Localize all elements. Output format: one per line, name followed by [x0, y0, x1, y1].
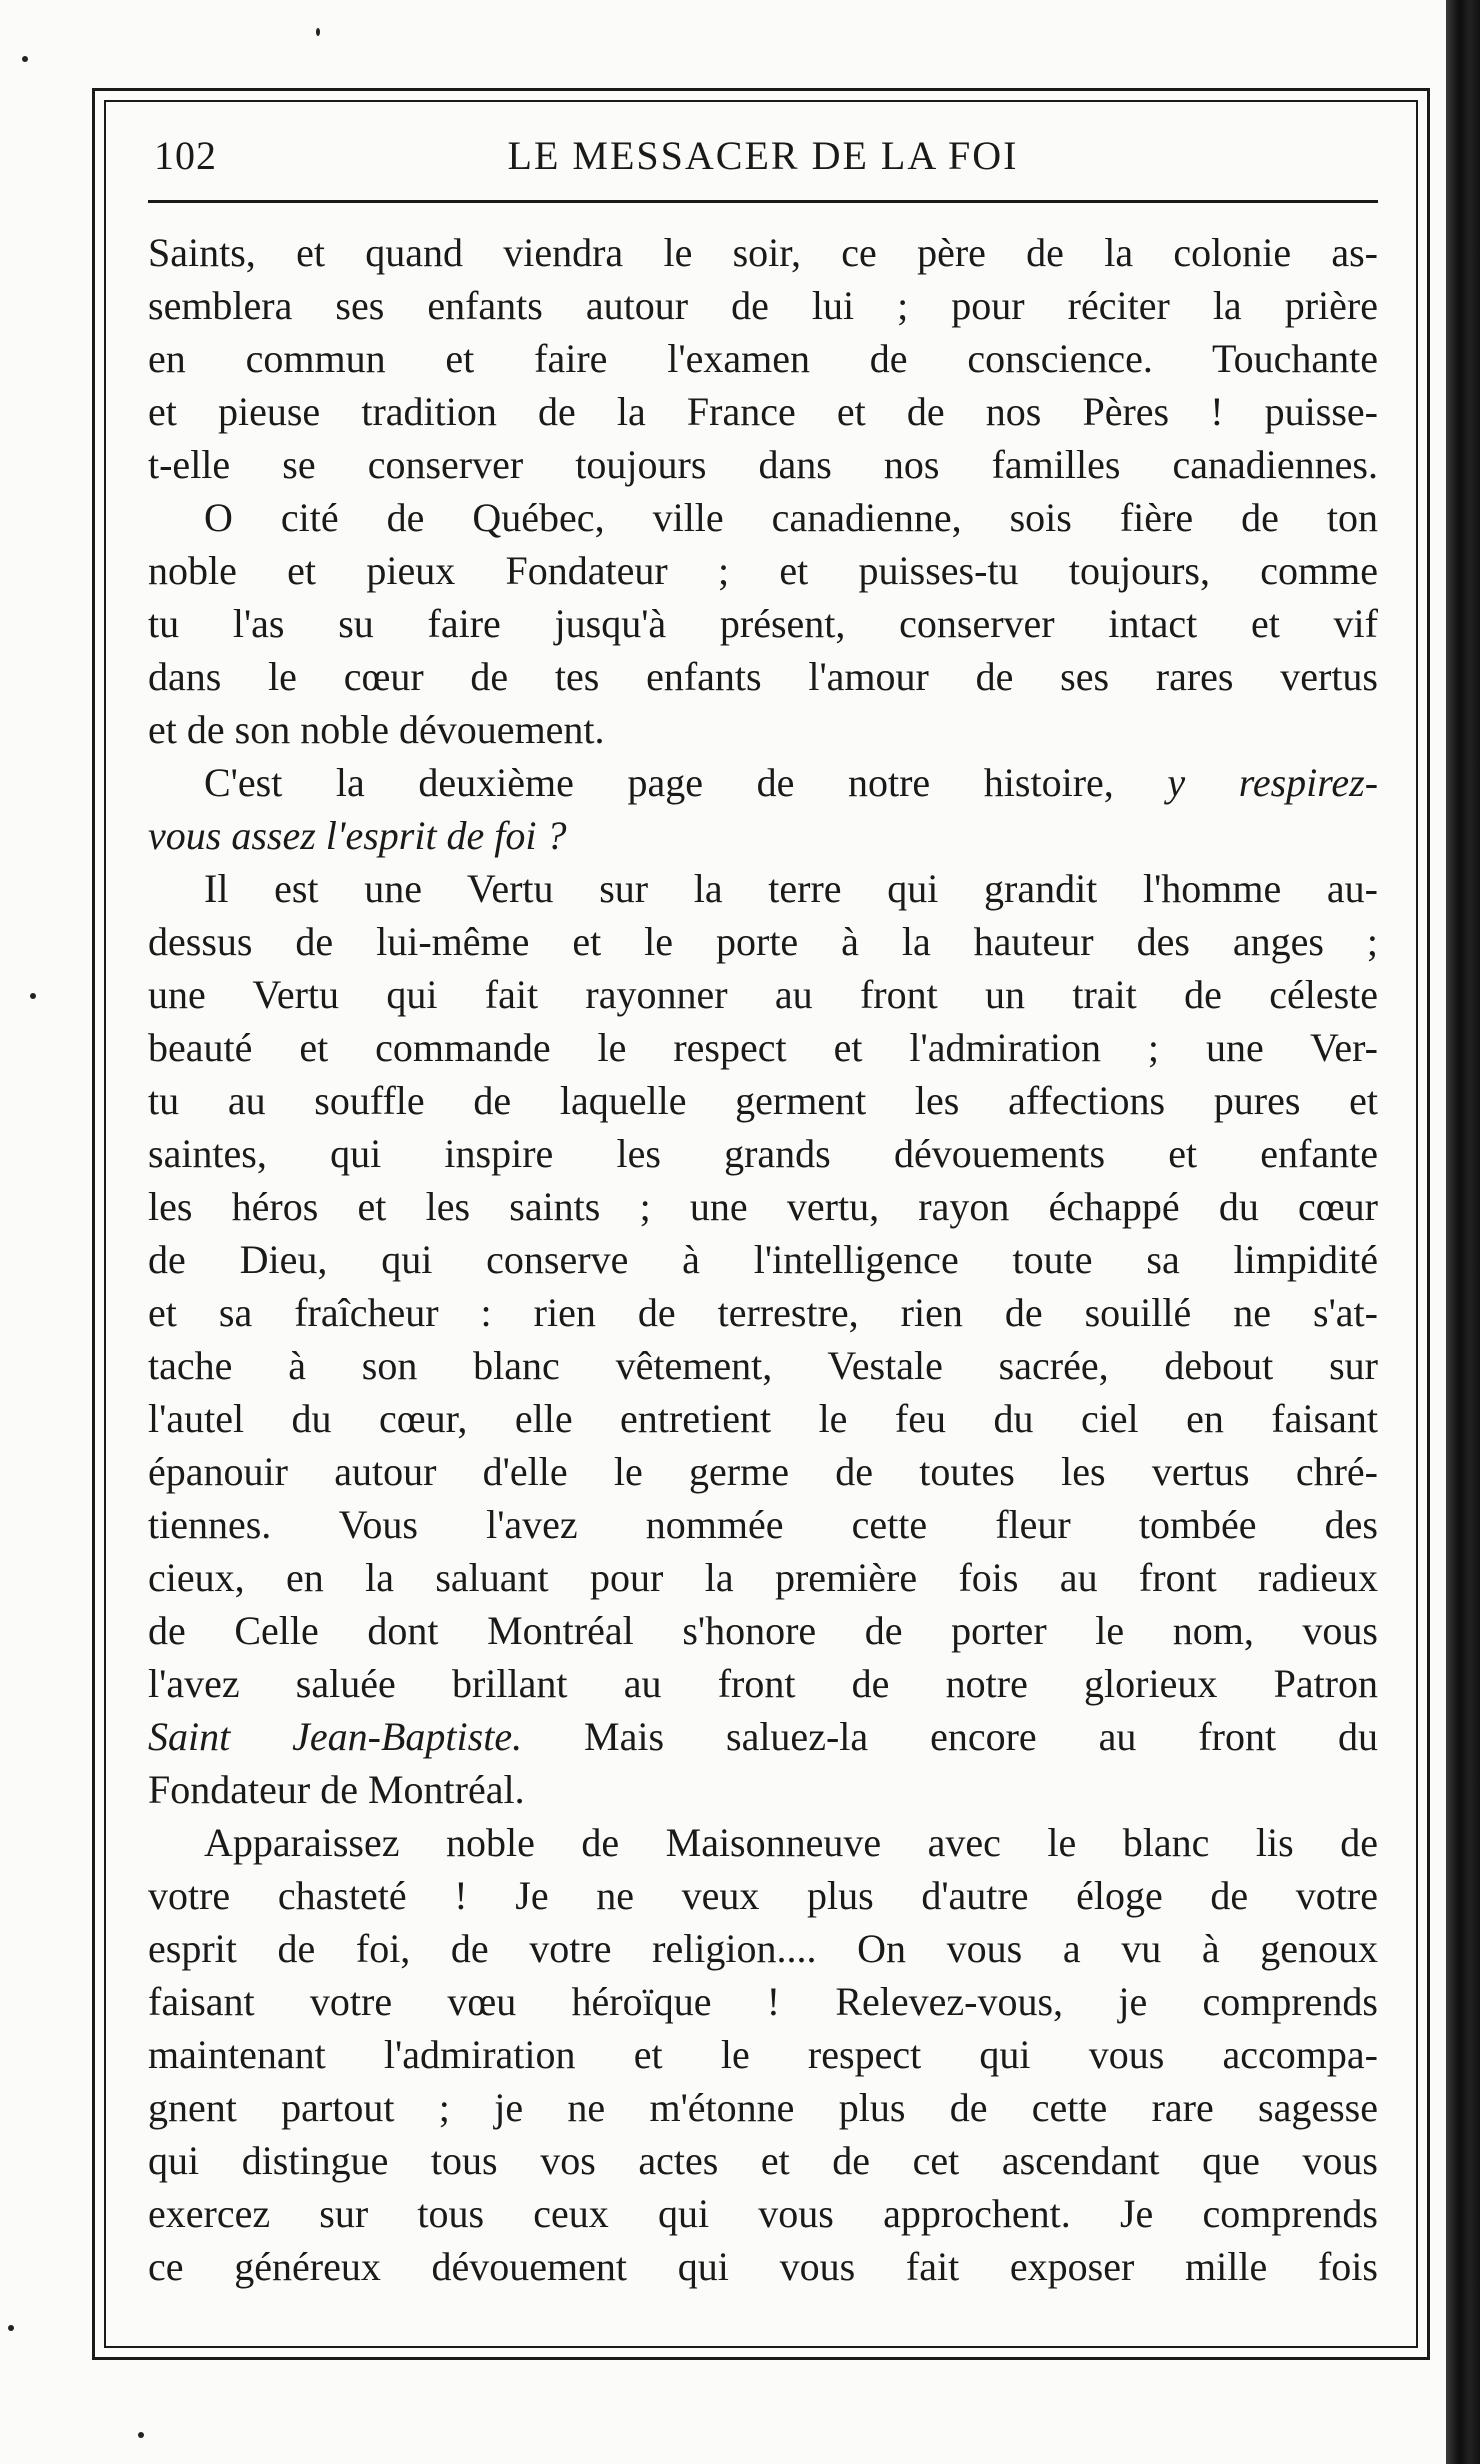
print-speck — [8, 2325, 14, 2331]
text-line: tache à son blanc vêtement, Vestale sacrée, debout sur — [148, 1343, 1378, 1388]
text-line: dessus de lui-même et le porte à la hauteur des anges ; — [148, 919, 1378, 964]
text-line: et pieuse tradition de la France et de nos Pères ! puisse- — [148, 389, 1378, 434]
text-line: ce généreux dévouement qui vous fait exposer mille fois — [148, 2244, 1378, 2289]
page-header — [148, 124, 1378, 198]
paragraph-start-line: Apparaissez noble de Maisonneuve avec le blanc lis de — [204, 1820, 1378, 1865]
text-line: tiennes. Vous l'avez nommée cette fleur tombée des — [148, 1502, 1378, 1547]
text-line: épanouir autour d'elle le germe de toutes les vertus chré- — [148, 1449, 1378, 1494]
body-text — [148, 226, 1378, 2293]
text-line: de Dieu, qui conserve à l'intelligence toute sa limpidité — [148, 1237, 1378, 1282]
print-speck — [316, 28, 320, 36]
header-rule — [148, 200, 1378, 203]
text-line: tu l'as su faire jusqu'à présent, conserver intact et vif — [148, 601, 1378, 646]
paragraph-start-line: O cité de Québec, ville canadienne, sois fière de ton — [204, 495, 1378, 540]
text-line: gnent partout ; je ne m'étonne plus de cette rare sagesse — [148, 2085, 1378, 2130]
text-line: faisant votre vœu héroïque ! Relevez-vous, je comprends — [148, 1979, 1378, 2024]
text-line: l'avez saluée brillant au front de notre glorieux Patron — [148, 1661, 1378, 1706]
text-line: de Celle dont Montréal s'honore de porter le nom, vous — [148, 1608, 1378, 1653]
paragraph-start-line: C'est la deuxième page de notre histoire, y respirez- — [204, 760, 1378, 805]
print-speck — [138, 2432, 144, 2438]
text-line: Saints, et quand viendra le soir, ce père de la colonie as- — [148, 230, 1378, 275]
text-line: maintenant l'admiration et le respect qui vous accompa- — [148, 2032, 1378, 2077]
text-line: les héros et les saints ; une vertu, rayon échappé du cœur — [148, 1184, 1378, 1229]
text-line: et sa fraîcheur : rien de terrestre, rien de souillé ne s'at- — [148, 1290, 1378, 1335]
text-line: esprit de foi, de votre religion.... On vous a vu à genoux — [148, 1926, 1378, 1971]
paragraph-end-line: Fondateur de Montréal. — [148, 1767, 525, 1812]
book-binding-edge — [1446, 0, 1480, 2464]
text-line: en commun et faire l'examen de conscience. Touchante — [148, 336, 1378, 381]
paragraph-end-line: et de son noble dévouement. — [148, 707, 605, 752]
print-speck — [22, 56, 28, 62]
text-line: votre chasteté ! Je ne veux plus d'autre éloge de votre — [148, 1873, 1378, 1918]
text-line: une Vertu qui fait rayonner au front un trait de céleste — [148, 972, 1378, 1017]
text-line: exercez sur tous ceux qui vous approchent. Je comprends — [148, 2191, 1378, 2236]
text-line: saintes, qui inspire les grands dévouements et enfante — [148, 1131, 1378, 1176]
paragraph-start-line: Il est une Vertu sur la terre qui grandit l'homme au- — [204, 866, 1378, 911]
text-line: tu au souffle de laquelle germent les affections pures et — [148, 1078, 1378, 1123]
running-title: LE MESSACER DE LA FOI — [507, 133, 1019, 178]
text-line: Saint Jean-Baptiste. Mais saluez-la encore au front du — [148, 1714, 1378, 1759]
text-line: qui distingue tous vos actes et de cet ascendant que vous — [148, 2138, 1378, 2183]
text-line: cieux, en la saluant pour la première fois au front radieux — [148, 1555, 1378, 1600]
text-line: beauté et commande le respect et l'admiration ; une Ver- — [148, 1025, 1378, 1070]
text-line: t-elle se conserver toujours dans nos familles canadiennes. — [148, 442, 1378, 487]
text-line: dans le cœur de tes enfants l'amour de ses rares vertus — [148, 654, 1378, 699]
text-line: noble et pieux Fondateur ; et puisses-tu toujours, comme — [148, 548, 1378, 593]
text-line: l'autel du cœur, elle entretient le feu du ciel en faisant — [148, 1396, 1378, 1441]
page-number: 102 — [154, 133, 217, 178]
print-speck — [30, 993, 36, 999]
text-line: semblera ses enfants autour de lui ; pour réciter la prière — [148, 283, 1378, 328]
paragraph-end-line: vous assez l'esprit de foi ? — [148, 813, 567, 858]
